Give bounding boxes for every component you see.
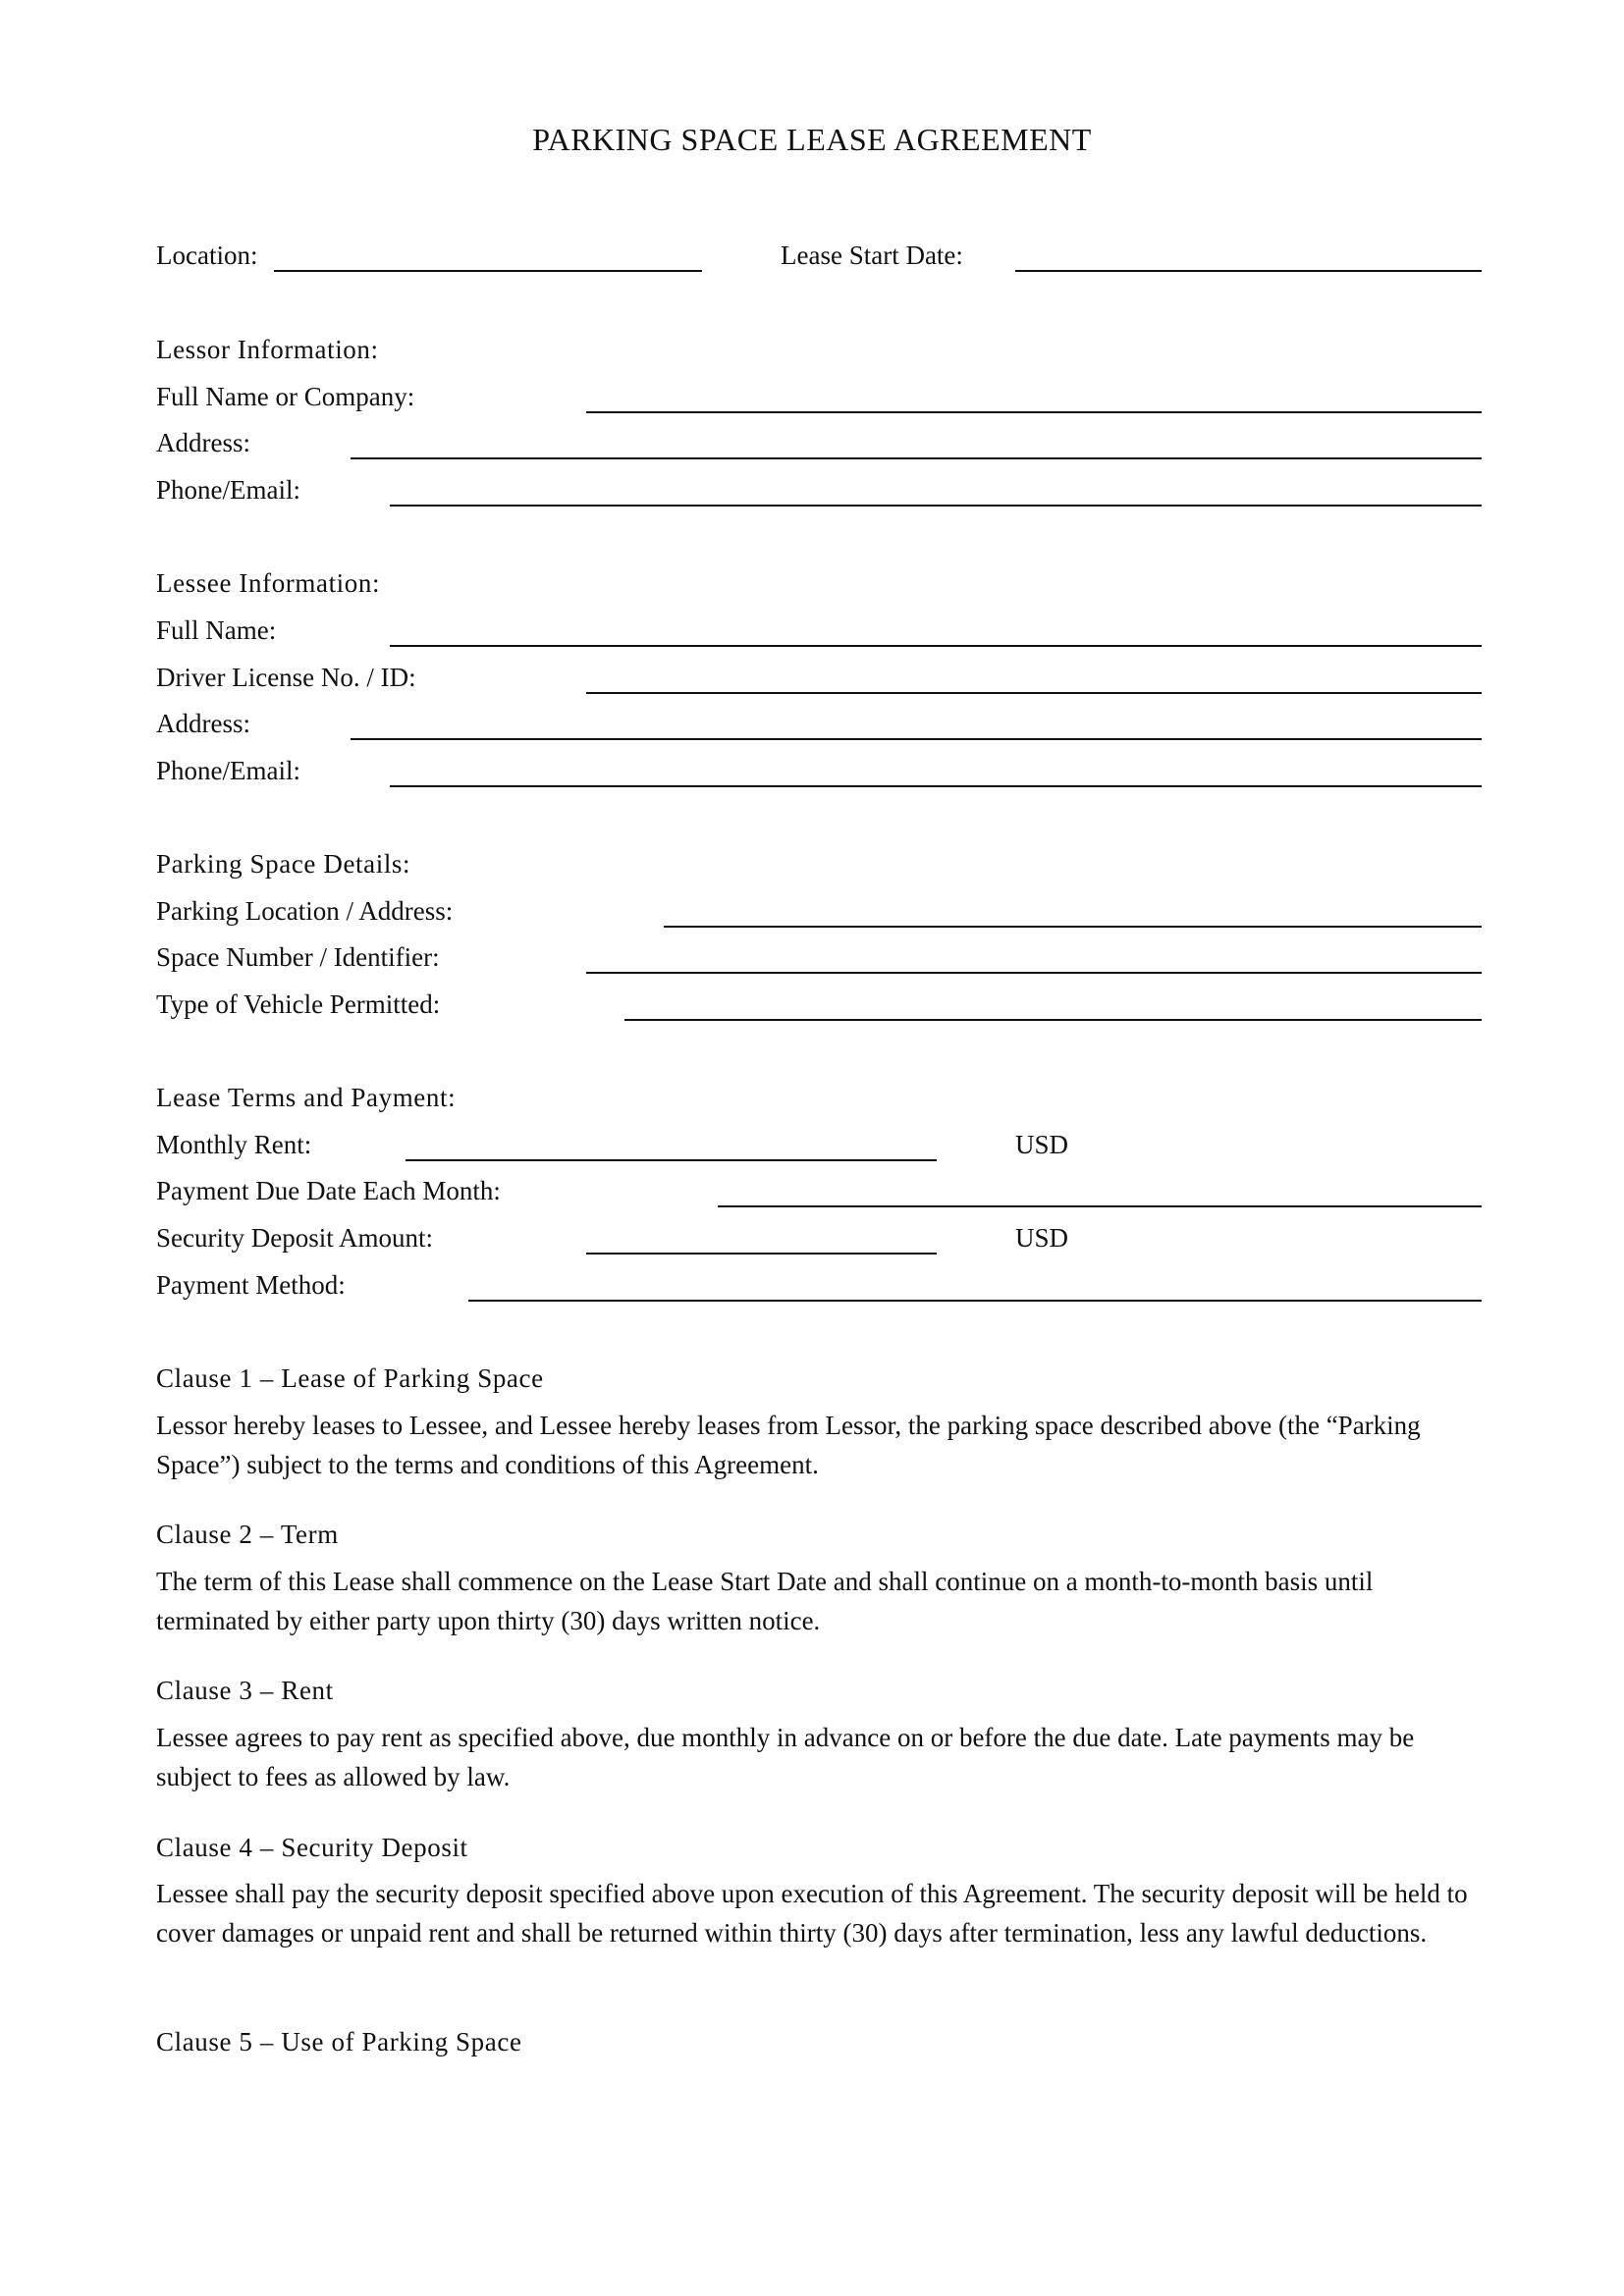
payment-method-label: Payment Method: xyxy=(156,1270,346,1300)
lessee-license-field[interactable] xyxy=(586,692,1482,694)
lessee-contact-label: Phone/Email: xyxy=(156,756,300,785)
clause-5-heading: Clause 5 – Use of Parking Space xyxy=(156,2027,522,2056)
monthly-rent-currency: USD xyxy=(1015,1130,1069,1159)
monthly-rent-label: Monthly Rent: xyxy=(156,1130,312,1159)
clause-4-heading: Clause 4 – Security Deposit xyxy=(156,1833,468,1862)
vehicle-type-field[interactable] xyxy=(624,1019,1482,1021)
lessee-name-field[interactable] xyxy=(390,645,1482,647)
lessor-address-field[interactable] xyxy=(351,457,1482,459)
payment-due-date-label: Payment Due Date Each Month: xyxy=(156,1176,501,1205)
security-deposit-field[interactable] xyxy=(586,1253,937,1255)
lessor-contact-label: Phone/Email: xyxy=(156,475,300,505)
payment-method-field[interactable] xyxy=(468,1300,1482,1302)
lessor-address-label: Address: xyxy=(156,428,250,457)
clause-1-heading: Clause 1 – Lease of Parking Space xyxy=(156,1363,544,1393)
lessee-address-field[interactable] xyxy=(351,738,1482,740)
security-deposit-currency: USD xyxy=(1015,1223,1069,1253)
clause-3-heading: Clause 3 – Rent xyxy=(156,1676,334,1705)
payment-section-heading: Lease Terms and Payment: xyxy=(156,1083,457,1112)
lessee-name-label: Full Name: xyxy=(156,615,277,645)
clause-3-text: Lessee agrees to pay rent as specified above, due monthly in advance on or before the due date. Late payments may be subject to fees as allowed by law. xyxy=(156,1723,1415,1791)
lessor-contact-field[interactable] xyxy=(390,505,1482,507)
lessee-section-heading: Lessee Information: xyxy=(156,568,381,598)
clause-2-heading: Clause 2 – Term xyxy=(156,1520,339,1549)
lessor-name-label: Full Name or Company: xyxy=(156,382,415,411)
lessor-name-field[interactable] xyxy=(586,411,1482,413)
parking-location-field[interactable] xyxy=(664,926,1482,928)
lessee-address-label: Address: xyxy=(156,709,250,738)
clause-4-text: Lessee shall pay the security deposit specified above upon execution of this Agreement. The security deposit will be held to cover damages or unpaid rent and shall be returned within thirty (30) days after termination, less any lawful deductions. xyxy=(156,1879,1468,1948)
lessee-contact-field[interactable] xyxy=(390,785,1482,787)
location-field[interactable] xyxy=(274,270,702,272)
lease-start-date-field[interactable] xyxy=(1015,270,1482,272)
lease-start-date-label: Lease Start Date: xyxy=(781,240,963,270)
lessee-license-label: Driver License No. / ID: xyxy=(156,663,416,692)
monthly-rent-field[interactable] xyxy=(406,1159,937,1161)
lessor-section-heading: Lessor Information: xyxy=(156,335,379,364)
payment-due-date-field[interactable] xyxy=(718,1205,1482,1207)
document-title: PARKING SPACE LEASE AGREEMENT xyxy=(532,122,1092,157)
space-number-field[interactable] xyxy=(586,972,1482,974)
security-deposit-label: Security Deposit Amount: xyxy=(156,1223,433,1253)
parking-section-heading: Parking Space Details: xyxy=(156,849,411,879)
location-label: Location: xyxy=(156,240,258,270)
clause-2-text: The term of this Lease shall commence on the Lease Start Date and shall continue on a month-to-month basis until terminated by either party upon thirty (30) days written notice. xyxy=(156,1567,1374,1635)
clause-1-text: Lessor hereby leases to Lessee, and Lessee hereby leases from Lessor, the parking space described above (the “Parking Space”) subject to the terms and conditions of this Agreement. xyxy=(156,1411,1421,1479)
parking-location-label: Parking Location / Address: xyxy=(156,896,454,926)
vehicle-type-label: Type of Vehicle Permitted: xyxy=(156,989,441,1019)
space-number-label: Space Number / Identifier: xyxy=(156,942,440,972)
